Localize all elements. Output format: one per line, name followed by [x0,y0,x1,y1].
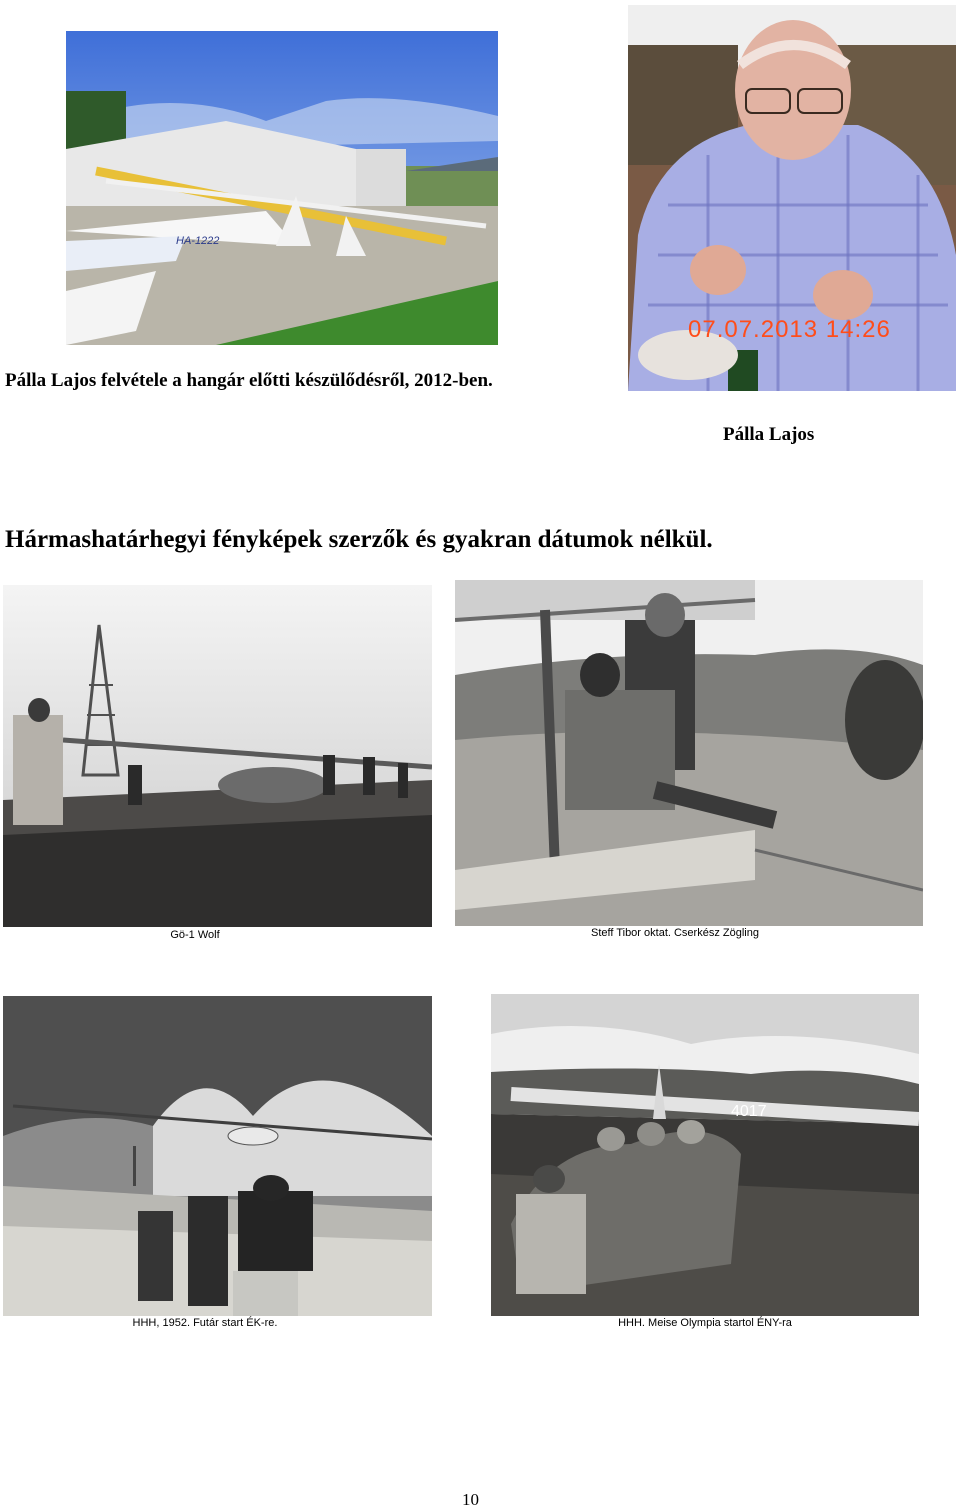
portrait-date-stamp: 07.07.2013 14:26 [688,316,891,343]
hangar-photo-registration: HA-1222 [176,235,220,247]
hangar-photo [66,31,498,345]
section-heading: Hármashatárhegyi fényképek szerzők és gyakran dátumok nélkül. [5,526,713,553]
wolf-caption: Gö-1 Wolf [170,929,220,941]
wolf-photo [3,585,432,927]
futar-caption: HHH, 1952. Futár start ÉK-re. [132,1317,278,1329]
hangar-caption: Pálla Lajos felvétele a hangár előtti készülődésről, 2012-ben. [5,370,493,391]
meise-caption: HHH. Meise Olympia startol ÉNY-ra [618,1317,792,1329]
meise-photo-tail-number: 4017 [731,1103,767,1120]
portrait-photo [628,5,956,391]
page-number: 10 [462,1490,479,1509]
zogling-caption: Steff Tibor oktat. Cserkész Zögling [591,927,759,939]
portrait-caption: Pálla Lajos [723,424,815,445]
zogling-photo [455,580,923,926]
futar-photo [3,996,432,1316]
meise-photo [491,994,919,1316]
